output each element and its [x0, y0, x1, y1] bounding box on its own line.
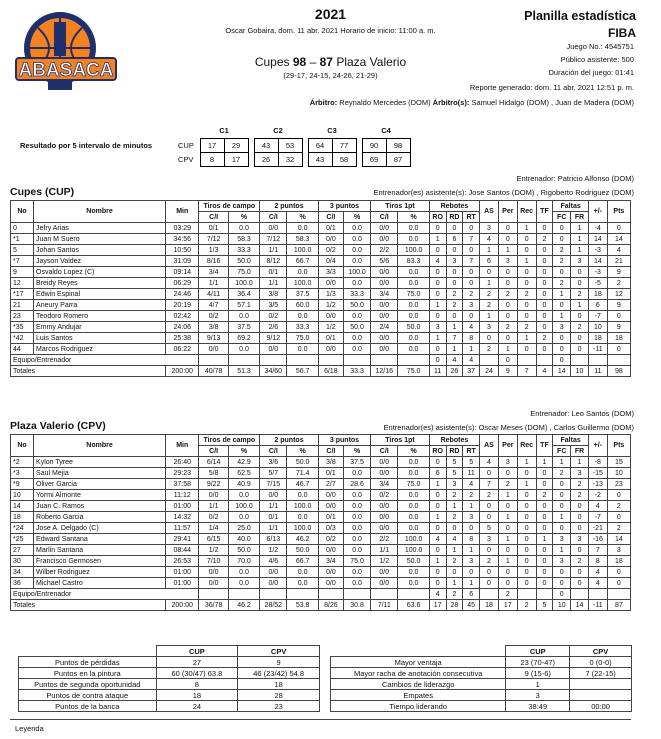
home-score: 98 — [292, 55, 307, 69]
summary-row: Mayor racha de anotación consecutiva 9 (15-6) 7 (22-15) — [331, 668, 632, 679]
player-row: *1 Juan M Suero 34:56 7/12 58.3 7/12 58.3 0/0 0.0 0/0 0.0 1 6 7 4 0 0 2 0 1 14 14 — [11, 234, 631, 245]
summary-row: Puntos de segunda oportunidad 8 18 — [19, 679, 320, 690]
player-row: 21 Aneury Parra 20:19 4/7 57.1 3/5 60.0 1/2 50.0 0/0 0.0 1 2 3 2 0 0 0 0 1 6 9 — [11, 300, 631, 311]
player-row: 12 Breidy Reyes 06:29 1/1 100.0 1/1 100.0 0/0 0.0 0/0 0.0 0 0 0 1 0 0 0 2 0 -5 2 — [11, 278, 631, 289]
quarter-interval-table: C1 C2 C3 C4 CUP 17 29 43 53 64 77 90 98 CPV 8 17 26 32 43 58 69 87 — [176, 124, 411, 167]
interval-row-cup: CUP 17 29 43 53 64 77 90 98 — [176, 138, 410, 152]
player-row: 0 Jefry Arias 03:29 0/1 0.0 0/0 0.0 0/1 0.0 0/0 0.0 0 0 0 3 0 1 0 0 1 -4 0 — [11, 223, 631, 234]
referees: Árbitro: Reynaldo Mercedes (DOM) Árbitro(s): Samuel Hidalgo (DOM) , Juan de Madera (DOM) — [309, 98, 634, 107]
player-row: *3 Saul Mejia 29:23 5/8 62.5 5/7 71.4 0/1 0.0 0/0 0.0 6 5 11 0 0 0 0 2 3 -15 10 — [11, 468, 631, 479]
away-team-title: Plaza Valerio (CPV) — [10, 420, 106, 432]
summary-left-table: CUP CPV Puntos de pérdidas 27 9 Puntos en la pintura 60 (30/47) 63.8 46 (23/42) 54.8 Puntos de segunda oportunidad 8 18 Puntos de contra ataque 18 28 Puntos de la banca 24 23 — [18, 645, 320, 712]
away-team-name: Plaza Valerio — [336, 55, 407, 69]
summary-row: Puntos de la banca 24 23 — [19, 701, 320, 712]
player-row: 18 Roberto Garcia 14:32 0/2 0.0 0/1 0.0 0/1 0.0 0/0 0.0 1 2 3 0 1 0 0 1 0 -7 0 — [11, 512, 631, 523]
player-row: 9 Osvaldo Lopez (C) 09:14 3/4 75.0 0/1 0.0 3/3 100.0 0/0 0.0 0 0 0 0 0 0 0 0 0 -3 9 — [11, 267, 631, 278]
team-coach-row: Equipo/Entrenador 0 4 4 0 0 — [11, 355, 631, 366]
legend-divider — [10, 719, 631, 720]
summary-row: Empates 3 — [331, 690, 632, 701]
away-assistants: Entrenador(es) asistente(s): Oscar Meses (DOM) , Carlos Guillermo (DOM) — [383, 423, 634, 432]
player-row: 23 Teodoro Romero 02:42 0/2 0.0 0/2 0.0 0/0 0.0 0/0 0.0 0 0 0 1 0 0 0 1 0 -7 0 — [11, 311, 631, 322]
player-row: *9 Oliver Garcia 37:58 9/22 40.9 7/15 46.7 2/7 28.6 3/4 75.0 1 3 4 7 2 1 0 0 2 -13 23 — [11, 479, 631, 490]
player-row: *42 Luis Santos 25:38 9/13 69.2 9/12 75.0 0/1 0.0 0/0 0.0 1 7 8 0 0 1 2 0 0 18 18 — [11, 333, 631, 344]
home-coach: Entrenador: Patricio Alfonso (DOM) — [516, 174, 634, 183]
summary-row: Cambios de liderazgo 1 — [331, 679, 632, 690]
report-generated: Reporte generado: dom. 11 abr. 2021 12:51 p. m. — [469, 83, 634, 92]
player-row: 27 Marlin Santana 08:44 1/2 50.0 1/2 50.0 0/0 0.0 1/1 100.0 0 1 1 0 0 0 0 1 0 7 3 — [11, 545, 631, 556]
summary-right-table: CUP CPV Mayor ventaja 23 (70-47) 0 (0-0) Mayor racha de anotación consecutiva 9 (15-6) 7 (22-15) Cambios de liderazgo 1 Empates 3 Tiempo liderando 38:49 00:00 — [330, 645, 632, 712]
away-score: 87 — [319, 55, 333, 69]
home-team-name: Cupes — [254, 55, 290, 69]
quarter-scores: (29-17, 24-15, 24-26, 21-29) — [283, 71, 378, 80]
summary-row: Puntos en la pintura 60 (30/47) 63.8 46 (23/42) 54.8 — [19, 668, 320, 679]
player-row: 14 Juan C. Ramos 01:00 1/1 100.0 1/1 100.0 0/0 0.0 0/0 0.0 0 1 1 0 0 0 0 0 0 4 2 — [11, 501, 631, 512]
totals-row: Totales 200:00 36/78 46.2 28/52 53.8 8/26 30.8 7/11 63.6 17 28 45 18 17 2 5 10 14 -11 87 — [11, 600, 631, 611]
player-row: 5 Johan Santos 10:50 1/3 33.3 1/1 100.0 0/2 0.0 2/2 100.0 0 0 0 1 1 0 0 2 1 -3 4 — [11, 245, 631, 256]
home-team-title: Cupes (CUP) — [10, 186, 75, 198]
home-boxscore-table: No Nombre Min Tiros de campo 2 puntos 3 puntos Tiros 1pt Rebotes AS Per Rec TF Faltas +/- Pts C/I % C/I % C/I % C/I % RO RD RT FC FR 0 Jefry Arias 03:29 0/1 0.0 0/0 0.0 0/1 0.0 0/0 0.0 0 0 0 3 0 1 0 0 1 -4 0 *1 Juan M Suero 34:56 7/12 58.3 7/12 58.3 0/0 0.0 0/0 0.0 1 6 7 4 0 0 2 0 1 14 14 5 Johan Santos 10:50 1/3 33.3 1/1 100.0 0/2 0.0 2/2 100.0 0 0 0 1 1 0 0 2 1 -3 4 *7 Jayson Valdez 31:09 8/16 50.0 8/12 66.7 0/4 0.0 5/6 83.3 4 3 7 6 3 1 0 2 3 14 21 9 Osvaldo Lopez (C) 09:14 3/4 75.0 0/1 0.0 3/3 100.0 0/0 0.0 0 0 0 0 0 0 0 0 0 -3 9 12 Breidy Reyes 06:29 1/1 100.0 1/1 100.0 0/0 0.0 0/0 0.0 0 0 0 1 0 0 0 2 0 -5 2 *17 Edwin Espinal 24:46 4/11 36.4 3/8 37.5 1/3 33.3 3/4 75.0 0 2 2 2 2 2 0 1 2 18 12 21 Aneury Parra 20:19 4/7 57.1 3/5 60.0 1/2 50.0 0/0 0.0 1 2 3 2 0 0 0 0 1 6 9 23 Teodoro Romero 02:42 0/2 0.0 0/2 0.0 0/0 0.0 0/0 0.0 0 0 0 1 0 0 0 1 0 -7 0 *35 Emmy Andujar 24:06 3/8 37.5 2/6 33.3 1/2 50.0 2/4 50.0 3 1 4 3 2 2 0 3 2 10 9 *42 Luis Santos 25:38 9/13 69.2 9/12 75.0 0/1 0.0 0/0 0.0 1 7 8 0 0 1 2 0 0 18 18 44 Marcos Rodriguez 06:22 0/0 0.0 0/0 0.0 0/0 0.0 0/0 0.0 0 1 1 2 1 0 0 0 0 -11 0 Equipo/Entrenador 0 4 4 0 0 Totales 200:00 40/78 51.3 34/60 56.7 6/18 33.3 12/16 75.0 11 26 37 24 9 7 4 14 10 11 98 — [10, 200, 631, 377]
summary-row: Puntos de pérdidas 27 9 — [19, 657, 320, 668]
player-row: 36 Michael Castro 01:00 0/0 0.0 0/0 0.0 0/0 0.0 0/0 0.0 0 1 1 0 0 0 0 0 0 4 0 — [11, 578, 631, 589]
player-row: *17 Edwin Espinal 24:46 4/11 36.4 3/8 37.5 1/3 33.3 3/4 75.0 0 2 2 2 2 2 0 1 2 18 12 — [11, 289, 631, 300]
player-row: *25 Edward Santana 29:41 6/15 40.0 6/13 46.2 0/2 0.0 2/2 100.0 4 4 8 3 1 0 1 3 3 -16 14 — [11, 534, 631, 545]
totals-row: Totales 200:00 40/78 51.3 34/60 56.7 6/18 33.3 12/16 75.0 11 26 37 24 9 7 4 14 10 11 98 — [11, 366, 631, 377]
quarter-interval-label: Resultado por 5 intervalo de minutos — [20, 141, 153, 150]
player-row: *24 Jose A. Delgado (C) 11:57 1/4 25.0 1/1 100.0 0/3 0.0 0/0 0.0 0 0 0 5 0 0 0 0 0 -21 2 — [11, 523, 631, 534]
duration: Duración del juego: 01:41 — [548, 68, 634, 77]
home-assistants: Entrenador(es) asistente(s): Jose Santos (DOM) , Rigoberto Rodriguez (DOM) — [373, 188, 634, 197]
player-row: *7 Jayson Valdez 31:09 8/16 50.0 8/12 66.7 0/4 0.0 5/6 83.3 4 3 7 6 3 1 0 2 3 14 21 — [11, 256, 631, 267]
svg-text:ABASACA: ABASACA — [18, 60, 114, 81]
legend-label: Leyenda — [15, 724, 44, 733]
season-year: 2021 — [314, 6, 347, 22]
interval-row-cpv: CPV 8 17 26 32 43 58 69 87 — [176, 152, 410, 166]
away-coach: Entrenador: Leo Santos (DOM) — [530, 409, 634, 418]
match-score: Cupes 98 – 87 Plaza Valerio — [254, 55, 407, 69]
doc-title: Planilla estadística — [524, 9, 636, 23]
player-row: 10 Yormi Almonte 11:12 0/0 0.0 0/0 0.0 0/0 0.0 0/2 0.0 0 2 2 2 1 0 2 0 2 -2 0 — [11, 490, 631, 501]
summary-row: Tiempo liderando 38:49 00:00 — [331, 701, 632, 712]
game-number: Juego No.: 4545751 — [566, 42, 634, 51]
org-name: FIBA — [608, 26, 636, 40]
player-row: 44 Marcos Rodriguez 06:22 0/0 0.0 0/0 0.0 0/0 0.0 0/0 0.0 0 1 1 2 1 0 0 0 0 -11 0 — [11, 344, 631, 355]
player-row: 34 Wilber Rodriguez 01:00 0/0 0.0 0/0 0.0 0/0 0.0 0/0 0.0 0 0 0 0 0 0 0 0 0 4 0 — [11, 567, 631, 578]
summary-row: Puntos de contra ataque 18 28 — [19, 690, 320, 701]
player-row: 30 Francisco Germosen 26:53 7/10 70.0 4/6 66.7 3/4 75.0 1/2 50.0 1 2 3 2 1 0 0 3 2 8 18 — [11, 556, 631, 567]
away-boxscore-table: No Nombre Min Tiros de campo 2 puntos 3 puntos Tiros 1pt Rebotes AS Per Rec TF Faltas +/- Pts C/I % C/I % C/I % C/I % RO RD RT FC FR *2 Kylon Tyree 26:40 6/14 42.9 3/6 50.0 3/8 37.5 0/0 0.0 0 5 5 4 3 1 1 1 1 -8 15 *3 Saul Mejia 29:23 5/8 62.5 5/7 71.4 0/1 0.0 0/0 0.0 6 5 11 0 0 0 0 2 3 -15 10 *9 Oliver Garcia 37:58 9/22 40.9 7/15 46.7 2/7 28.6 3/4 75.0 1 3 4 7 2 1 0 0 2 -13 23 10 Yormi Almonte 11:12 0/0 0.0 0/0 0.0 0/0 0.0 0/2 0.0 0 2 2 2 1 0 2 0 2 -2 0 14 Juan C. Ramos 01:00 1/1 100.0 1/1 100.0 0/0 0.0 0/0 0.0 0 1 1 0 0 0 0 0 0 4 2 18 Roberto Garcia 14:32 0/2 0.0 0/1 0.0 0/1 0.0 0/0 0.0 1 2 3 0 1 0 0 1 0 -7 0 *24 Jose A. Delgado (C) 11:57 1/4 25.0 1/1 100.0 0/3 0.0 0/0 0.0 0 0 0 5 0 0 0 0 0 -21 2 *25 Edward Santana 29:41 6/15 40.0 6/13 46.2 0/2 0.0 2/2 100.0 4 4 8 3 1 0 1 3 3 -16 14 27 Marlin Santana 08:44 1/2 50.0 1/2 50.0 0/0 0.0 1/1 100.0 0 1 1 0 0 0 0 1 0 7 3 30 Francisco Germosen 26:53 7/10 70.0 4/6 66.7 3/4 75.0 1/2 50.0 1 2 3 2 1 0 0 3 2 8 18 34 Wilber Rodriguez 01:00 0/0 0.0 0/0 0.0 0/0 0.0 0/0 0.0 0 0 0 0 0 0 0 0 0 4 0 36 Michael Castro 01:00 0/0 0.0 0/0 0.0 0/0 0.0 0/0 0.0 0 1 1 0 0 0 0 0 0 4 0 Equipo/Entrenador 4 2 6 2 0 Totales 200:00 36/78 46.2 28/52 53.8 8/26 30.8 7/11 63.6 17 28 45 18 17 2 5 10 14 -11 87 — [10, 434, 631, 611]
player-row: *35 Emmy Andujar 24:06 3/8 37.5 2/6 33.3 1/2 50.0 2/4 50.0 3 1 4 3 2 2 0 3 2 10 9 — [11, 322, 631, 333]
player-row: *2 Kylon Tyree 26:40 6/14 42.9 3/6 50.0 3/8 37.5 0/0 0.0 0 5 5 4 3 1 1 1 1 -8 15 — [11, 457, 631, 468]
game-info: Oscar Gobaira, dom. 11 abr. 2021 Horario de inicio: 11:00 a. m. — [225, 26, 436, 35]
attendance: Público asistente: 500 — [560, 55, 634, 64]
team-coach-row: Equipo/Entrenador 4 2 6 2 0 — [11, 589, 631, 600]
summary-row: Mayor ventaja 23 (70-47) 0 (0-0) — [331, 657, 632, 668]
